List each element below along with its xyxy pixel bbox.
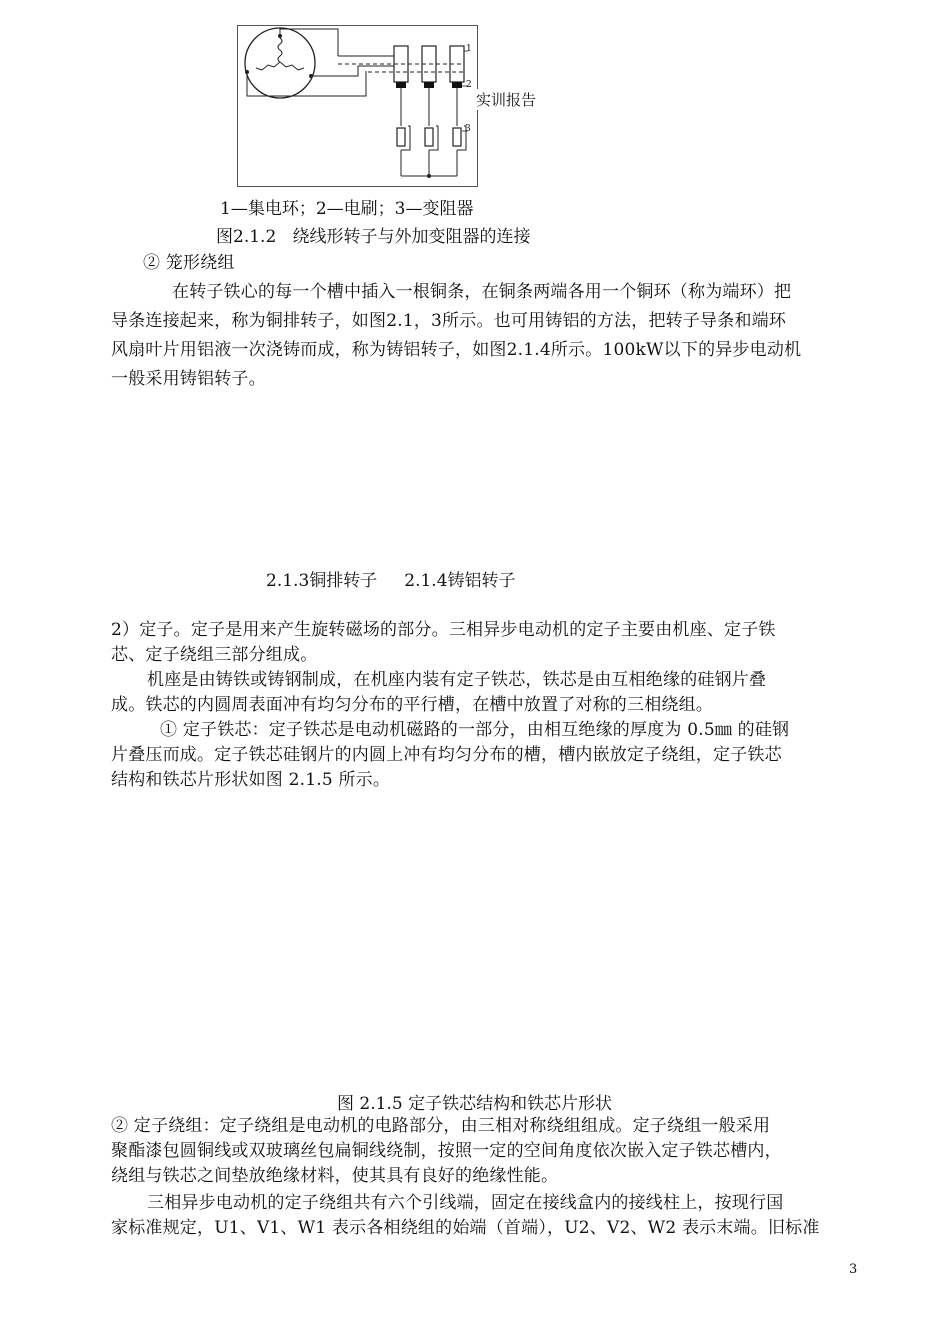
- figure-caption-2-1-5: 图 2.1.5 定子铁芯结构和铁芯片形状: [337, 1094, 613, 1114]
- figure-overlay-text: 实训报告: [476, 91, 537, 109]
- paragraph-line: 绕组与铁芯之间垫放绝缘材料，使其具有良好的绝缘性能。: [111, 1166, 559, 1186]
- figure-label-2: 2: [466, 80, 472, 90]
- paragraph-line: 家标准规定，U1、V1、W1 表示各相绕组的始端（首端），U2、V2、W2 表示末端。旧标准: [111, 1218, 820, 1238]
- paragraph-line: ① 定子铁芯：定子铁芯是电动机磁路的一部分，由相互绝缘的厚度为 0.5㎜ 的硅钢: [160, 720, 790, 740]
- figure-legend: 1—集电环；2—电刷；3—变阻器: [220, 199, 474, 219]
- paragraph-line: 在转子铁心的每一个槽中插入一根铜条，在铜条两端各用一个铜环（称为端环）把: [172, 282, 792, 302]
- section-heading-cage: ② 笼形绕组: [143, 253, 235, 273]
- wound-rotor-diagram: [237, 25, 478, 187]
- page-number: 3: [849, 1262, 858, 1277]
- paragraph-line: 片叠压而成。定子铁芯硅钢片的内圆上冲有均匀分布的槽，槽内嵌放定子绕组，定子铁芯: [111, 745, 782, 765]
- figure-label-3: 3: [465, 124, 471, 134]
- wound-rotor-schematic: [238, 26, 477, 186]
- paragraph-line: 导条连接起来，称为铜排转子，如图2.1，3所示。也可用铸铝的方法，把转子导条和端环: [111, 311, 787, 331]
- paragraph-line: 芯、定子绕组三部分组成。: [111, 645, 318, 665]
- paragraph-line: 一般采用铸铝转子。: [111, 369, 266, 389]
- paragraph-line: 2）定子。定子是用来产生旋转磁场的部分。三相异步电动机的定子主要由机座、定子铁: [111, 620, 776, 640]
- paragraph-line: 结构和铁芯片形状如图 2.1.5 所示。: [111, 770, 391, 790]
- figure-label-1: 1: [466, 44, 472, 54]
- paragraph-line: ② 定子绕组：定子绕组是电动机的电路部分，由三相对称绕组组成。定子绕组一般采用: [111, 1116, 771, 1136]
- figure-caption: 图2.1.2 绕线形转子与外加变阻器的连接: [216, 227, 531, 247]
- paragraph-line: 三相异步电动机的定子绕组共有六个引线端，固定在接线盒内的接线柱上，按现行国: [147, 1193, 784, 1213]
- paragraph-line: 机座是由铸铁或铸钢制成，在机座内装有定子铁芯，铁芯是由互相绝缘的硅钢片叠: [147, 670, 767, 690]
- paragraph-line: 成。铁芯的内圆周表面冲有均匀分布的平行槽，在槽中放置了对称的三相绕组。: [111, 695, 713, 715]
- paragraph-line: 聚酯漆包圆铜线或双玻璃丝包扁铜线绕制，按照一定的空间角度依次嵌入定子铁芯槽内，: [111, 1141, 782, 1161]
- paragraph-line: 风扇叶片用铝液一次浇铸而成，称为铸铝转子，如图2.1.4所示。100kW以下的异步电动机: [111, 340, 802, 360]
- figure-captions-2-1-3-4: 2.1.3铜排转子 2.1.4铸铝转子: [266, 571, 516, 591]
